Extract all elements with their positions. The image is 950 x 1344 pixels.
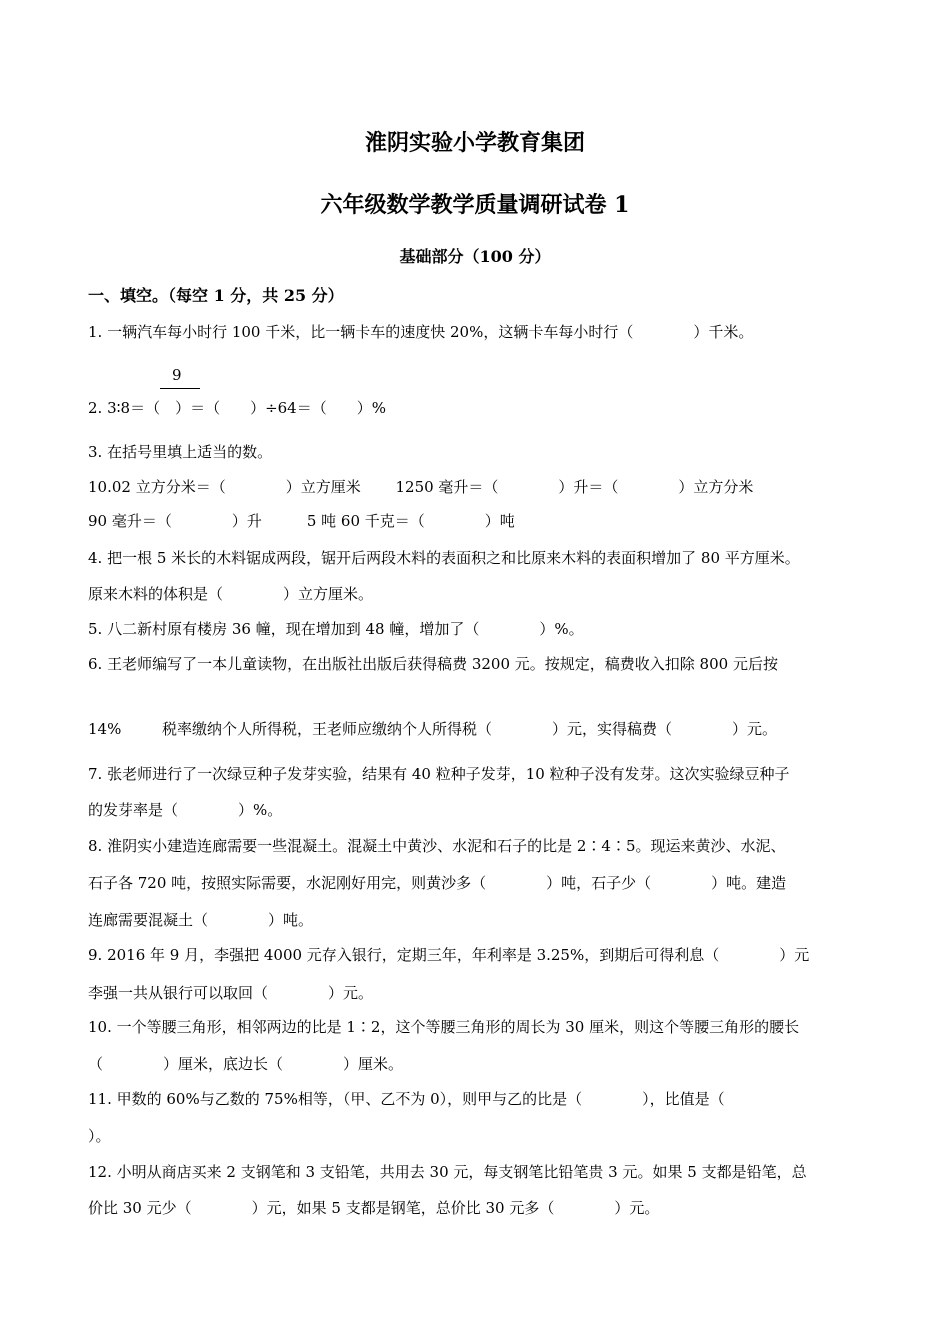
fraction-bar [160,388,200,389]
question-12-line1: 12. 小明从商店买来 2 支钢笔和 3 支铅笔，共用去 30 元，每支钢笔比铅笔贵 3 元。如果 5 支都是铅笔，总 [88,1163,807,1181]
exam-title: 六年级数学教学质量调研试卷 1 [320,192,630,218]
question-10-line1: 10. 一个等腰三角形，相邻两边的比是 1∶2，这个等腰三角形的周长为 30 厘米，则这个等腰三角形的腰长 [88,1018,800,1036]
question-1: 1. 一辆汽车每小时行 100 千米，比一辆卡车的速度快 20%，这辆卡车每小时行（ ）千米。 [88,323,754,341]
section-heading: 一、填空。（每空 1 分，共 25 分） [88,286,344,305]
question-4-line2: 原来木料的体积是（ ）立方厘米。 [88,585,374,603]
question-10-line2: （ ）厘米，底边长（ ）厘米。 [88,1055,404,1073]
question-8-line3: 连廊需要混凝土（ ）吨。 [88,911,314,929]
question-9-line1: 9. 2016 年 9 月，李强把 4000 元存入银行，定期三年，年利率是 3.25%，到期后可得利息（ ）元 [88,946,810,964]
question-5: 5. 八二新村原有楼房 36 幢，现在增加到 48 幢，增加了（ ）%。 [88,620,584,638]
question-8-line2: 石子各 720 吨，按照实际需要，水泥刚好用完，则黄沙多（ ）吨，石子少（ ）吨。建造 [88,874,787,892]
question-3-line1: 10.02 立方分米＝（ ）立方厘米 1250 毫升＝（ ）升＝（ ）立方分米 [88,478,754,496]
question-4-line1: 4. 把一根 5 米长的木料锯成两段，锯开后两段木料的表面积之和比原来木料的表面积增加了 80 平方厘米。 [88,549,800,567]
question-11-line1: 11. 甲数的 60%与乙数的 75%相等，（甲、乙不为 0），则甲与乙的比是（ ），比值是（ [88,1090,725,1108]
question-6-line2: 税率缴纳个人所得税，王老师应缴纳个人所得税（ ）元，实得稿费（ ）元。 [162,720,778,738]
part-heading: 基础部分（100 分） [399,247,551,266]
fraction-numerator: 9 [172,366,182,384]
question-11-line2: ）。 [88,1127,111,1145]
question-7-line1: 7. 张老师进行了一次绿豆种子发芽实验，结果有 40 粒种子发芽，10 粒种子没有发芽。这次实验绿豆种子 [88,765,790,783]
question-7-line2: 的发芽率是（ ）%。 [88,801,283,819]
school-name: 淮阴实验小学教育集团 [364,130,585,156]
question-3-intro: 3. 在括号里填上适当的数。 [88,443,273,461]
question-2: 2. 3∶8＝（ ）＝（ ）÷64＝（ ）% [88,399,386,417]
question-12-line2: 价比 30 元少（ ）元，如果 5 支都是钢笔，总价比 30 元多（ ）元。 [88,1199,660,1217]
question-9-line2: 李强一共从银行可以取回（ ）元。 [88,984,374,1002]
question-6-rate: 14% [88,720,122,738]
question-8-line1: 8. 淮阴实小建造连廊需要一些混凝土。混凝土中黄沙、水泥和石子的比是 2∶4∶5。现运来黄沙、水泥、 [88,837,786,855]
question-3-line2: 90 毫升＝（ ）升 5 吨 60 千克＝（ ）吨 [88,512,515,530]
question-6-line1: 6. 王老师编写了一本儿童读物，在出版社出版后获得稿费 3200 元。按规定，稿费收入扣除 800 元后按 [88,655,778,673]
